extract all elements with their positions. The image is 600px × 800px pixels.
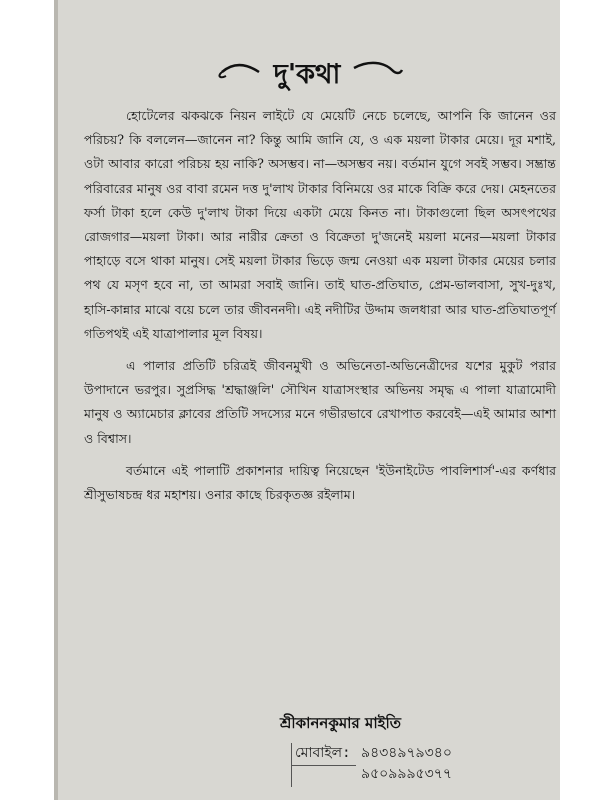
phone-number-2: ৯৫০৯৯৯৫৩৭৭ [361,766,452,782]
page-binding-edge [54,0,58,800]
heading-block [54,46,560,94]
paragraph-2: এ পালার প্রতিটি চরিত্রই জীবনমুখী ও অভিনেতা-অভিনেত্রীদের যশের মুকুট পরার উপাদানে ভরপুর। সুপ্রসিদ্ধ 'শ্রদ্ধাঞ্জলি' সৌখিন যাত্রাসংস্থার অভিনয় সমৃদ্ধ এ পালা যাত্রামোদী মানুষ ও অ্যামেচার ক্লাবের প্রতিটি সদস্যের মনে গভীরভাবে রেখাপাত করবেই—এই আমার আশা ও বিশ্বাস। [84,358,556,446]
paragraph-3: বর্তমানে এই পালাটি প্রকাশনার দায়িত্ব নিয়েছেন 'ইউনাইটেড পাবলিশার্স'-এর কর্ণধার শ্রীসুভাষচন্দ্র ধর মহাশয়। ওনার কাছে চিরকৃতজ্ঞ রইলাম। [84,462,556,503]
phone-number-1: ৯৪৩৪৯৭৯৩৪০ [361,745,452,761]
author-signature: শ্রীকাননকুমার মাইতি [280,714,402,732]
phone-label: মোবাইল: [295,745,351,761]
page-title: দু'কথা [273,59,341,90]
preface-text [84,104,556,507]
paragraph-1: হোটেলের ঝকঝকে নিয়ন লাইটে যে মেয়েটি নেচে চলেছে, আপনি কি জানেন ওর পরিচয়? কি বললেন—জানেন না? কিন্তু আমি জানি যে, ও এক ময়লা টাকার মেয়ে। দূর মশাই, ওটা আবার কারো পরিচয় হয় নাকি? অসম্ভব। না—অসম্ভব নয়। বর্তমান যুগে সবই সম্ভব। সম্ভ্রান্ত পরিবারের মানুষ ওর বাবা রমেন দত্ত দু'লাখ টাকার বিনিময়ে ওর মাকে বিক্রি করে দেয়। মেহনতের ফর্সা টাকা হলে কেউ দু'লাখ টাকা দিয়ে একটা মেয়ে কিনত না। টাকাগুলো ছিল অসৎপথের রোজগার—ময়লা টাকা। আর নারীর ক্রেতা ও বিক্রেতা দু'জনেই ময়লা মনের—ময়লা টাকার পাহাড়ে বসে থাকা মানুষ। সেই ময়লা টাকার ভিড়ে জন্ম নেওয়া এক ময়লা টাকার মেয়ের চলার পথ যে মসৃণ হবে না, তা আমরা সবাই জানি। তাই ঘাত-প্রতিঘাত, প্রেম-ভালবাসা, সুখ-দুঃখ, হাসি-কান্নার মাঝে বয়ে চলে তার জীবননদী। এই নদীটির উদ্দাম জলধারা আর ঘাত-প্রতিঘাতপূর্ণ গতিপথই এই যাত্রাপালার মূল বিষয়। [84,108,556,341]
phone-divider [291,743,292,787]
book-page [54,0,560,800]
